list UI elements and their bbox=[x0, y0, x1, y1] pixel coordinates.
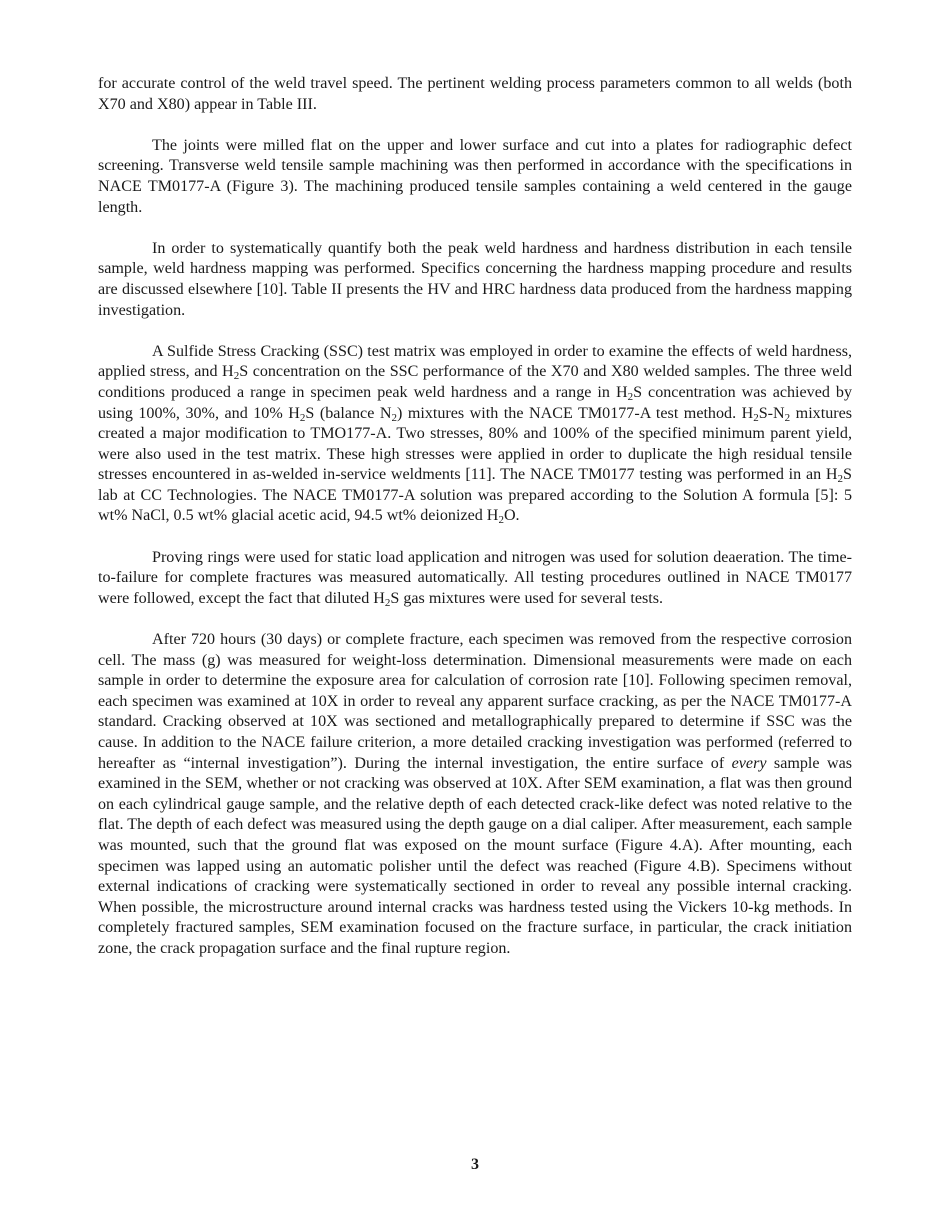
text-segment: After 720 hours (30 days) or complete fracture, each specimen was removed from the respective corrosion cell. The mass (g) was measured for weight-loss determination. Dimensional measurements were made on each sample in order to determine the exposure area for calculation of corrosion rate [10]. Following specimen removal, each specimen was examined at 10X in order to reveal any apparent surface cracking, as per the NACE TM0177-A standard. Cracking observed at 10X was sectioned and metallographically prepared to determine if SSC was the cause. In addition to the NACE failure criterion, a more detailed cracking investigation was performed (referred to hereafter as “internal investigation”). During the internal investigation, the entire surface of bbox=[98, 631, 852, 772]
text-segment: mixtures created a major modification to TMO177-A. Two stresses, 80% and 100% of the specified minimum parent yield, were also used in the test matrix. These high stresses were applied in order to duplicate the high residual tensile stresses encountered in as-welded in-service weldments [11]. The NACE TM0177 testing was performed in an H bbox=[98, 404, 853, 484]
subscript: 2 bbox=[391, 411, 397, 424]
text-segment: O. bbox=[503, 507, 520, 525]
text-segment: A Sulfide Stress Cracking (SSC) test matrix was employed in order to examine the effects of weld hardness, applied stress, and H bbox=[98, 342, 852, 381]
paragraph-2 bbox=[98, 136, 852, 218]
emphasis: every bbox=[731, 754, 767, 772]
paragraph-3 bbox=[98, 239, 852, 321]
text-segment: Proving rings were used for static load application and nitrogen was used for solution deaeration. The time-to-failure for complete fractures was measured automatically. All testing procedures outlined in NACE TM0177 were followed, except the fact that diluted H bbox=[98, 548, 852, 607]
subscript: 2 bbox=[299, 411, 306, 424]
page-body bbox=[98, 74, 852, 980]
subscript: 2 bbox=[627, 390, 634, 403]
page-number: 3 bbox=[471, 1156, 479, 1173]
paragraph-4 bbox=[98, 342, 852, 527]
subscript: 2 bbox=[753, 411, 759, 424]
text-segment: S concentration on the SSC performance of the X70 and X80 welded samples. The three weld conditions produced a range in specimen peak weld hardness and a range in H bbox=[98, 363, 852, 401]
text-segment: for accurate control of the weld travel speed. The pertinent welding process parameters common to all welds (both X70 and X80) appear in Table III. bbox=[98, 75, 852, 113]
paragraph-5 bbox=[98, 548, 852, 610]
text-segment: sample was examined in the SEM, whether or not cracking was observed at 10X. After SEM examination, a flat was then ground on each cylindrical gauge sample, and the relative depth of each detected crack-like defect was noted relative to the flat. The depth of each defect was measured using the depth gauge on a dial caliper. After measurement, each sample was mounted, such that the ground flat was exposed on the mount surface (Figure 4.A). After mounting, each specimen was lapped using an automatic polisher until the defect was reached (Figure 4.B). Specimens without external indications of cracking were systematically sectioned in order to reveal any possible internal cracking. When possible, the microstructure around internal cracks was hardness tested using the Vickers 10-kg methods. In completely fractured samples, SEM examination focused on the fracture surface, in particular, the crack initiation zone, the crack propagation surface and the final rupture region. bbox=[98, 754, 852, 957]
text-segment: The joints were milled flat on the upper and lower surface and cut into a plates for radiographic defect screening. Transverse weld tensile sample machining was then performed in accordance with the specifications in NACE TM0177-A (Figure 3). The machining produced tensile samples containing a weld centered in the gauge length. bbox=[98, 136, 852, 216]
text-segment: S-N bbox=[758, 404, 785, 422]
text-segment: S gas mixtures were used for several tests. bbox=[390, 589, 664, 607]
text-segment: S concentration was achieved by using 100%, 30%, and 10% H bbox=[98, 383, 853, 422]
text-segment: S (balance N bbox=[305, 404, 392, 422]
text-segment: In order to systematically quantify both the peak weld hardness and hardness distribution in each tensile sample, weld hardness mapping was performed. Specifics concerning the hardness mapping procedure and results are discussed elsewhere [10]. Table II presents the HV and HRC hardness data produced from the hardness mapping investigation. bbox=[98, 239, 852, 319]
text-segment: S lab at CC Technologies. The NACE TM0177-A solution was prepared according to the Solution A formula [5]: 5 wt% NaCl, 0.5 wt% glacial acetic acid, 94.5 wt% deionized H bbox=[98, 466, 852, 525]
paragraph-1 bbox=[98, 74, 852, 115]
paragraph-6 bbox=[98, 630, 852, 960]
subscript: 2 bbox=[837, 473, 844, 486]
subscript: 2 bbox=[233, 370, 240, 383]
subscript: 2 bbox=[384, 596, 391, 609]
text-segment: ) mixtures with the NACE TM0177-A test method. H bbox=[396, 404, 754, 422]
subscript: 2 bbox=[784, 411, 791, 424]
subscript: 2 bbox=[498, 514, 504, 527]
